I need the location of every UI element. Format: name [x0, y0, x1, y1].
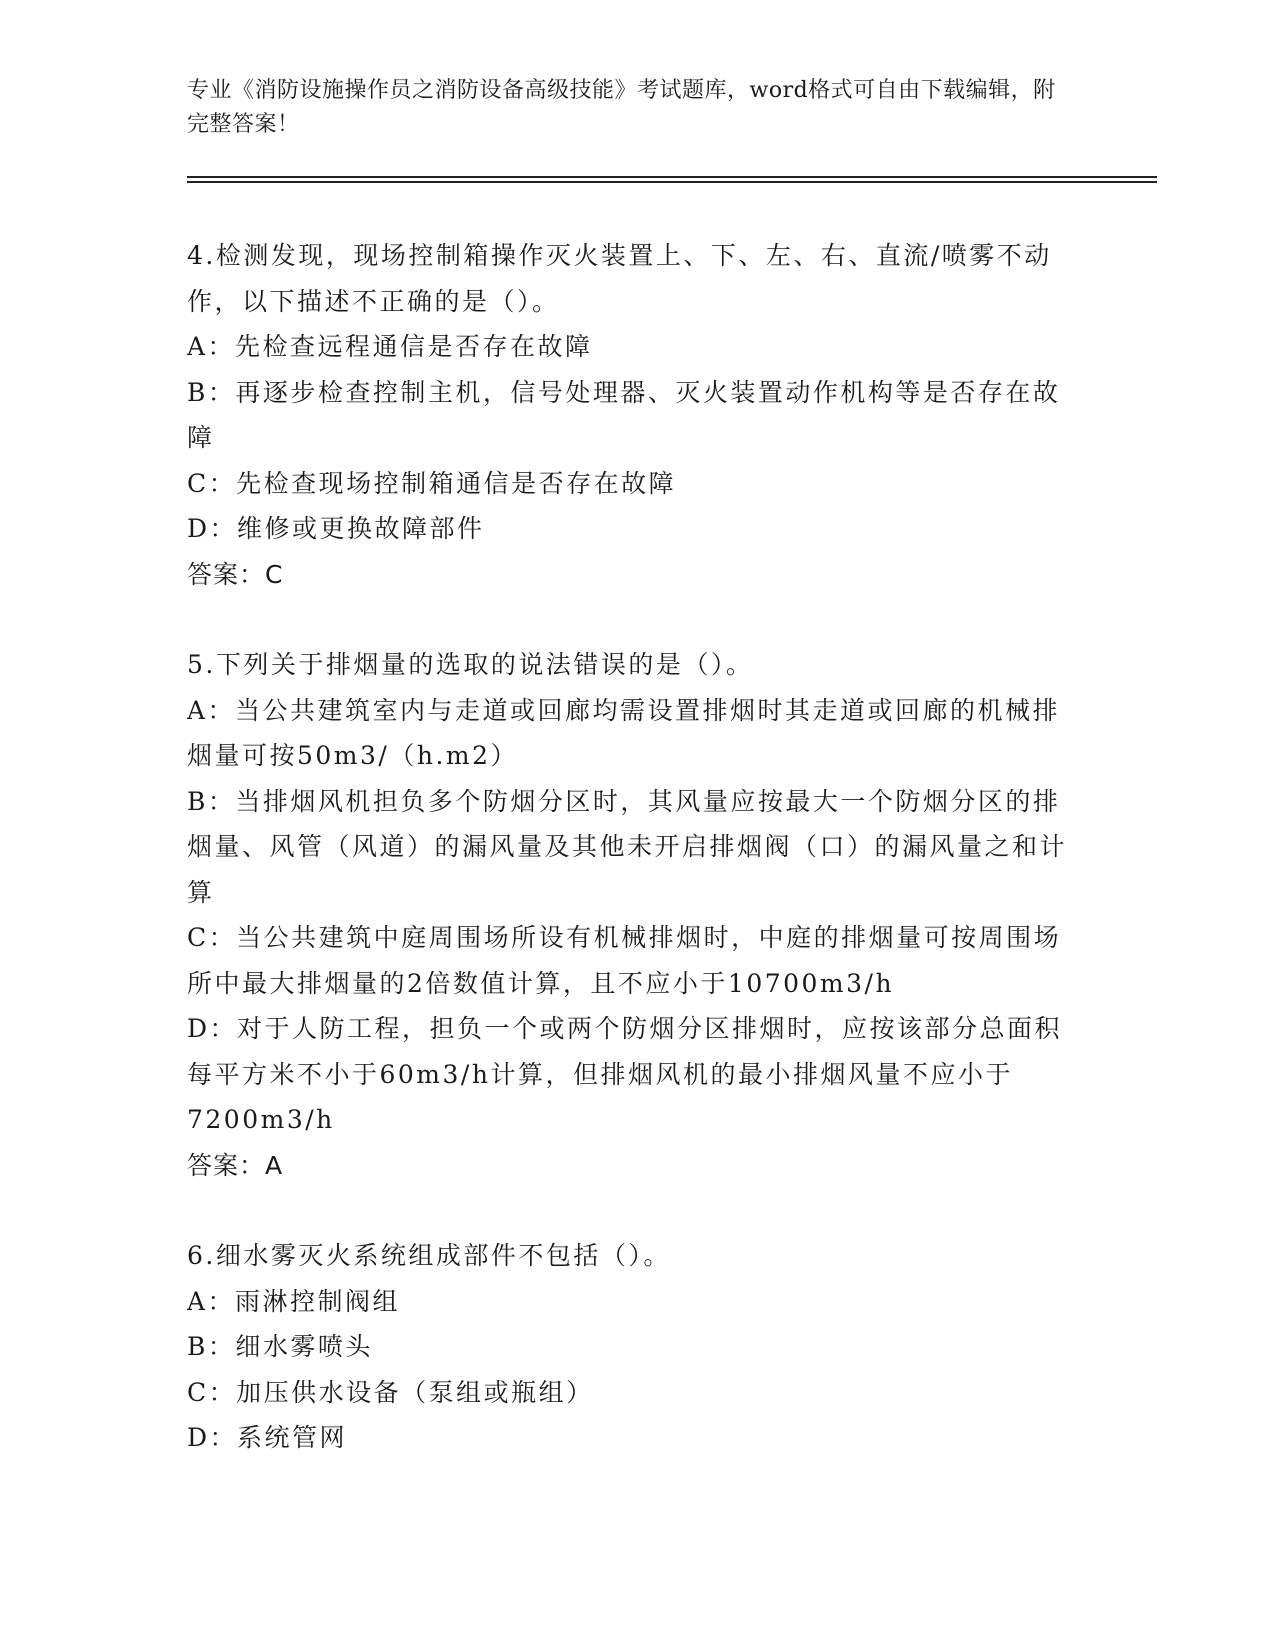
option-a: A：当公共建筑室内与走道或回廊均需设置排烟时其走道或回廊的机械排烟量可按50m3/（h.m2）	[187, 695, 1061, 770]
option-d: D：对于人防工程，担负一个或两个防烟分区排烟时，应按该部分总面积每平方米不小于60m3/h计算，但排烟风机的最小排烟风量不应小于7200m3/h	[187, 1014, 1063, 1134]
option-b: B：细水雾喷头	[187, 1332, 373, 1361]
question-item	[187, 233, 1077, 597]
option-d: D：维修或更换故障部件	[187, 514, 485, 543]
document-header: 专业《消防设施操作员之消防设备高级技能》考试题库，word格式可自由下载编辑，附完整答案！	[187, 78, 1056, 137]
option-a: A：雨淋控制阀组	[187, 1286, 401, 1316]
option-a: A：先检查远程通信是否存在故障	[187, 332, 593, 361]
question-stem: 5.下列关于排烟量的选取的说法错误的是（）。	[187, 650, 754, 679]
divider-line-top	[187, 176, 1157, 178]
question-stem: 4.检测发现，现场控制箱操作灭火装置上、下、左、右、直流/喷雾不动作，以下描述不正确的是（）。	[187, 241, 1052, 316]
option-c: C：先检查现场控制箱通信是否存在故障	[187, 468, 677, 498]
divider-line-bottom	[187, 181, 1157, 183]
answer-text: 答案：A	[187, 1150, 284, 1180]
option-c: C：当公共建筑中庭周围场所设有机械排烟时，中庭的排烟量可按周围场所中最大排烟量的2倍数值计算，且不应小于10700m3/h	[187, 923, 1062, 998]
answer-text: 答案：C	[187, 559, 284, 589]
option-b: B：当排烟风机担负多个防烟分区时，其风量应按最大一个防烟分区的排烟量、风管（风道）的漏风量及其他未开启排烟阀（口）的漏风量之和计算	[187, 786, 1068, 907]
question-item	[187, 1233, 1077, 1461]
document-page	[187, 0, 1077, 142]
option-d: D：系统管网	[187, 1423, 348, 1452]
question-list	[187, 233, 1077, 1506]
option-b: B：再逐步检查控制主机，信号处理器、灭火装置动作机构等是否存在故障	[187, 377, 1061, 452]
option-c: C：加压供水设备（泵组或瓶组）	[187, 1377, 594, 1407]
question-item	[187, 642, 1077, 1188]
header-divider	[187, 176, 1157, 183]
question-stem: 6.细水雾灭火系统组成部件不包括（）。	[187, 1241, 671, 1270]
